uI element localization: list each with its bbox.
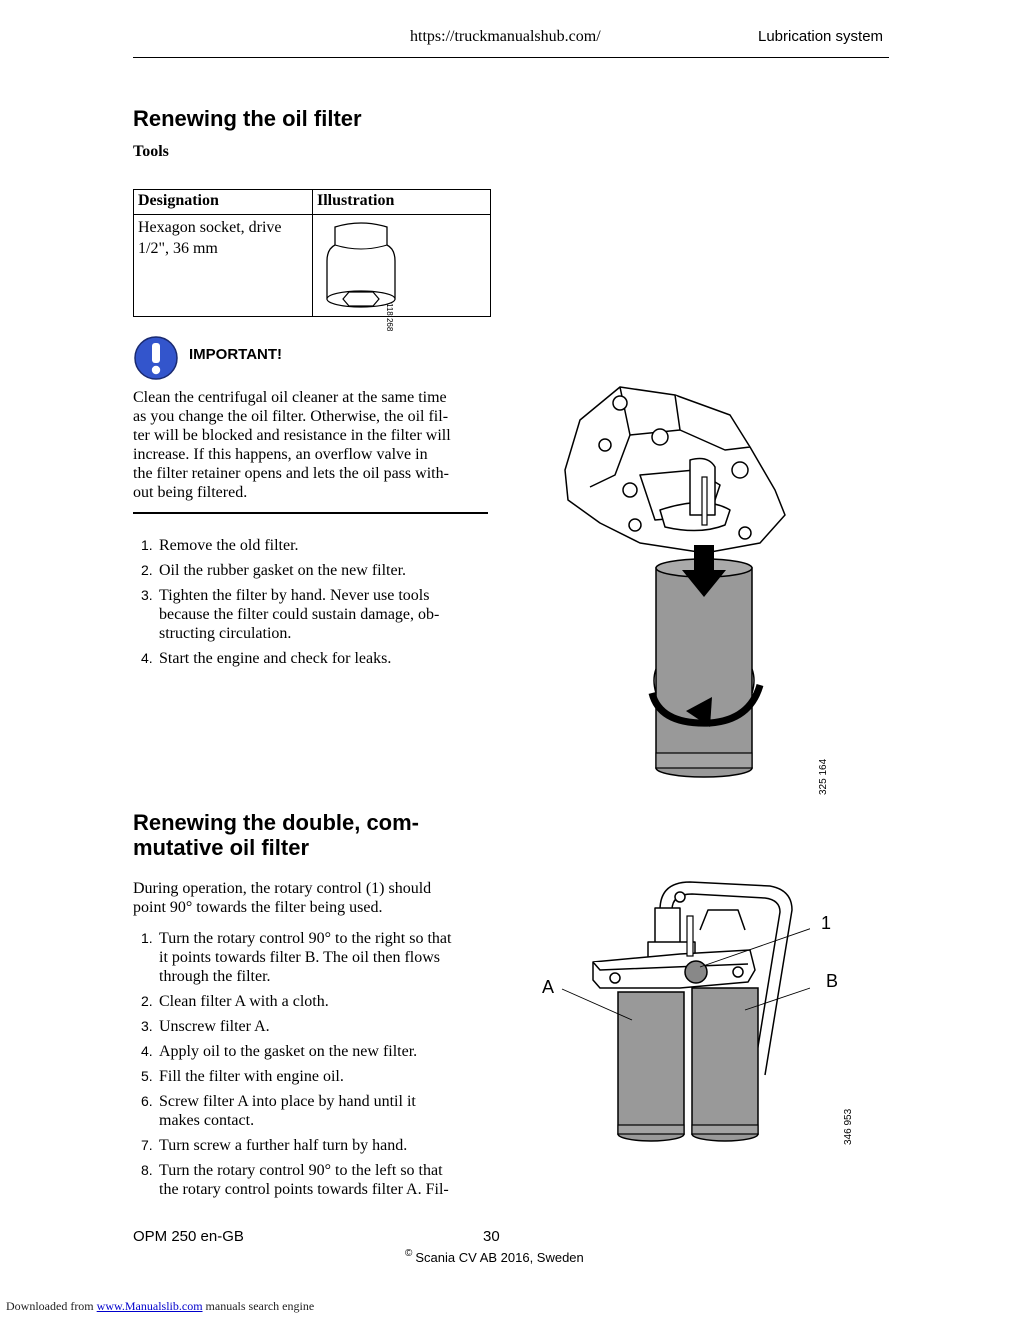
manualslib-link[interactable]: www.Manualslib.com [96, 1299, 203, 1313]
list-item [133, 992, 478, 1011]
figure-number-2: 346 953 [843, 1108, 854, 1145]
important-line: Clean the centrifugal oil cleaner at the same time [133, 389, 447, 406]
important-text [133, 388, 478, 502]
callout-a: A [542, 977, 555, 997]
tools-table [133, 189, 491, 332]
step-text: structing circulation. [159, 625, 292, 642]
step-text: makes contact. [159, 1112, 255, 1129]
callout-b: B [826, 971, 839, 991]
table-header-designation: Designation [134, 190, 313, 215]
step-text: Remove the old filter. [159, 537, 299, 554]
step-number: 4. [141, 1043, 153, 1059]
step-text: Unscrew filter A. [159, 1018, 270, 1035]
list-item [133, 1042, 478, 1061]
designation-line-1: Hexagon socket, drive [138, 219, 282, 236]
heading-renewing-oil-filter: Renewing the oil filter [133, 106, 362, 131]
step-text: Turn screw a further half turn by hand. [159, 1137, 408, 1154]
heading-renewing-double-filter [133, 810, 473, 860]
step-number: 2. [141, 993, 153, 1009]
important-line: increase. If this happens, an overflow valve in [133, 446, 428, 463]
list-item [133, 1067, 478, 1086]
oil-filter-steps [133, 536, 478, 674]
table-header-illustration: Illustration [313, 190, 491, 215]
tools-heading: Tools [133, 143, 169, 160]
double-filter-figure [560, 870, 810, 1150]
step-text: Apply oil to the gasket on the new filter. [159, 1043, 418, 1060]
header-rule [133, 57, 889, 58]
step-number: 1. [141, 930, 153, 946]
important-line: the filter retainer opens and lets the oil pass with- [133, 465, 449, 482]
socket-image-number: 118 268 [385, 303, 394, 332]
step-number: 3. [141, 1018, 153, 1034]
list-item [133, 561, 478, 580]
step-number: 3. [141, 587, 153, 603]
important-end-rule [133, 512, 488, 514]
table-cell-designation [134, 215, 313, 317]
intro-line: During operation, the rotary control (1) should [133, 880, 432, 897]
step-text: Screw filter A into place by hand until it [159, 1093, 416, 1110]
important-exclamation-icon [133, 335, 179, 381]
double-filter-intro [133, 879, 473, 917]
step-text: it points towards filter B. The oil then flows [159, 949, 441, 966]
copyright-text: Scania CV AB 2016, Sweden [415, 1250, 584, 1265]
step-number: 2. [141, 562, 153, 578]
list-item [133, 586, 478, 643]
step-text: Turn the rotary control 90° to the left so that [159, 1162, 443, 1179]
copyright-symbol: © [405, 1248, 413, 1259]
double-filter-steps [133, 929, 478, 1205]
step-text: through the filter. [159, 968, 271, 985]
oil-filter-figure [560, 375, 800, 800]
heading-line: mutative oil filter [133, 835, 310, 860]
downloaded-from-line [6, 1299, 314, 1314]
hexagon-socket-illustration [313, 217, 413, 313]
list-item [133, 1161, 478, 1199]
step-number: 8. [141, 1162, 153, 1178]
list-item [133, 536, 478, 555]
footer-doc-code: OPM 250 en-GB [133, 1228, 244, 1245]
step-number: 7. [141, 1137, 153, 1153]
step-text: Turn the rotary control 90° to the right so that [159, 930, 452, 947]
step-number: 1. [141, 537, 153, 553]
footer-page-number: 30 [483, 1228, 500, 1245]
list-item [133, 1092, 478, 1130]
step-text: Start the engine and check for leaks. [159, 650, 392, 667]
header-url: https://truckmanualshub.com/ [410, 28, 601, 45]
step-number: 5. [141, 1068, 153, 1084]
heading-line: Renewing the double, com- [133, 810, 420, 835]
important-line: out being filtered. [133, 484, 248, 501]
downloaded-suffix: manuals search engine [205, 1299, 315, 1313]
list-item [133, 1017, 478, 1036]
step-text: Oil the rubber gasket on the new filter. [159, 562, 407, 579]
important-line: as you change the oil filter. Otherwise, the oil fil- [133, 408, 449, 425]
step-text: Fill the filter with engine oil. [159, 1068, 344, 1085]
designation-line-2: 1/2", 36 mm [138, 240, 218, 257]
important-line: ter will be blocked and resistance in the filter will [133, 427, 451, 444]
header-section-title: Lubrication system [758, 28, 884, 45]
step-number: 6. [141, 1093, 153, 1109]
step-text: because the filter could sustain damage, ob- [159, 606, 440, 623]
step-number: 4. [141, 650, 153, 666]
step-text: Tighten the filter by hand. Never use tools [159, 587, 430, 604]
footer-copyright [405, 1248, 584, 1265]
step-text: the rotary control points towards filter A. Fil- [159, 1181, 449, 1198]
list-item [133, 1136, 478, 1155]
callout-1: 1 [821, 913, 832, 933]
downloaded-prefix: Downloaded from [6, 1299, 94, 1313]
step-text: Clean filter A with a cloth. [159, 993, 329, 1010]
list-item [133, 649, 478, 668]
intro-line: point 90° towards the filter being used. [133, 899, 383, 916]
table-cell-illustration [313, 215, 491, 332]
figure-number-1: 325 164 [818, 758, 829, 795]
list-item [133, 929, 478, 986]
important-label: IMPORTANT! [189, 346, 283, 363]
